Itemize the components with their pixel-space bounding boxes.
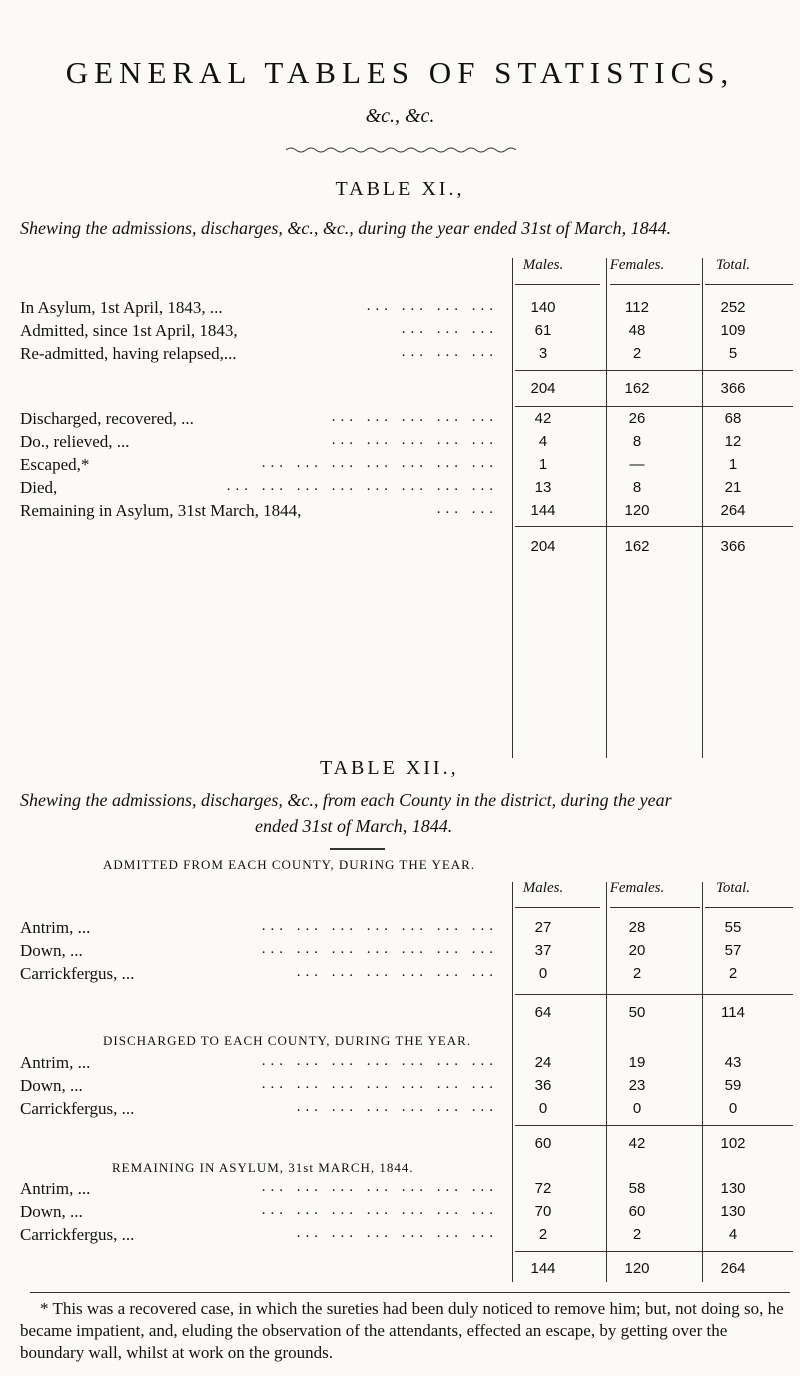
table-cell: 36 (534, 1077, 552, 1094)
total-cell: 120 (624, 1260, 650, 1277)
leader-dots: ... ... ... ... ... ... ... (261, 1053, 498, 1069)
column-header: Females. (609, 257, 665, 273)
section-label-remaining: REMAINING IN ASYLUM, 31st MARCH, 1844. (112, 1160, 414, 1175)
row-label: Died, (20, 478, 58, 497)
leader-dots: ... ... ... ... ... (331, 432, 498, 448)
table-cell: 112 (625, 299, 649, 316)
leader-dots: ... ... ... (401, 321, 498, 337)
column-header: Total. (715, 257, 751, 273)
total-rule (515, 994, 793, 995)
leader-dots: ... ... ... (401, 344, 498, 360)
table-cell: 27 (534, 919, 552, 936)
table-cell: 1 (728, 456, 738, 473)
row-label: Antrim, ... (20, 918, 91, 937)
row-label: Discharged, recovered, ... (20, 409, 194, 428)
table-cell: — (629, 456, 645, 473)
table11-heading: TABLE XI., (335, 178, 465, 200)
table-cell: 2 (538, 1226, 548, 1243)
row-label: Carrickfergus, ... (20, 964, 135, 983)
table-cell: 55 (724, 919, 742, 936)
total-cell: 114 (721, 1004, 745, 1021)
table-cell: 252 (720, 299, 746, 316)
leader-dots: ... ... ... ... ... ... ... (261, 1179, 498, 1195)
table-cell: 58 (628, 1180, 646, 1197)
table-cell: 144 (530, 502, 556, 519)
decorative-wave-rule (286, 146, 516, 154)
column-header: Males. (522, 257, 564, 273)
table-cell: 23 (628, 1077, 646, 1094)
row-label: Antrim, ... (20, 1053, 91, 1072)
table-cell: 57 (724, 942, 742, 959)
total-rule (515, 1251, 793, 1252)
table-cell: 59 (724, 1077, 742, 1094)
table-cell: 68 (724, 410, 742, 427)
row-label: Antrim, ... (20, 1179, 91, 1198)
table-cell: 12 (724, 433, 742, 450)
leader-dots: ... ... ... ... ... ... ... (261, 455, 498, 471)
header-rule (515, 907, 600, 908)
page-title: GENERAL TABLES OF STATISTICS, (65, 55, 735, 90)
table-cell: 2 (632, 1226, 642, 1243)
table-cell: 8 (632, 479, 642, 496)
total-cell: 144 (530, 1260, 556, 1277)
table-cell: 0 (632, 1100, 642, 1117)
total-rule (515, 370, 793, 371)
leader-dots: ... ... ... ... ... ... ... (261, 1076, 498, 1092)
table-cell: 28 (628, 919, 646, 936)
table-cell: 19 (628, 1054, 646, 1071)
table-cell: 61 (534, 322, 552, 339)
section-label-admitted: ADMITTED FROM EACH COUNTY, DURING THE YEAR. (103, 857, 476, 872)
header-rule (705, 284, 793, 285)
total-cell: 366 (720, 380, 746, 397)
total-cell: 50 (628, 1004, 646, 1021)
table12-caption-line2: ended 31st of March, 1844. (255, 816, 453, 836)
total-cell: 60 (534, 1135, 552, 1152)
table-cell: 3 (538, 345, 548, 362)
column-header: Females. (609, 880, 665, 896)
row-label: Admitted, since 1st April, 1843, (20, 321, 238, 340)
table-cell: 0 (538, 965, 548, 982)
table-cell: 130 (720, 1180, 746, 1197)
row-label: Carrickfergus, ... (20, 1225, 135, 1244)
row-label: Down, ... (20, 1076, 83, 1095)
total-rule (515, 526, 793, 527)
leader-dots: ... ... ... ... ... ... ... ... (226, 478, 498, 494)
short-divider (330, 848, 385, 850)
leader-dots: ... ... (436, 501, 498, 517)
column-header: Total. (715, 880, 751, 896)
total-cell: 102 (720, 1135, 746, 1152)
total-cell: 264 (720, 1260, 746, 1277)
table-cell: 2 (632, 345, 642, 362)
header-rule (610, 284, 700, 285)
footnote-rule (30, 1292, 790, 1293)
table-cell: 109 (720, 322, 746, 339)
table-cell: 24 (534, 1054, 552, 1071)
table-cell: 2 (728, 965, 738, 982)
table-cell: 43 (724, 1054, 742, 1071)
total-cell: 162 (624, 380, 650, 397)
total-cell: 204 (530, 538, 556, 555)
row-label: Down, ... (20, 941, 83, 960)
table-cell: 8 (632, 433, 642, 450)
header-rule (610, 907, 700, 908)
row-label: In Asylum, 1st April, 1843, ... (20, 298, 223, 317)
table-cell: 264 (720, 502, 746, 519)
table-cell: 20 (628, 942, 646, 959)
total-rule (515, 406, 793, 407)
table-cell: 4 (538, 433, 548, 450)
leader-dots: ... ... ... ... ... ... ... (261, 941, 498, 957)
total-cell: 366 (720, 538, 746, 555)
row-label: Remaining in Asylum, 31st March, 1844, (20, 501, 302, 520)
table-cell: 0 (538, 1100, 548, 1117)
table12-heading: TABLE XII., (320, 757, 459, 779)
total-cell: 162 (624, 538, 650, 555)
table-cell: 2 (632, 965, 642, 982)
table-cell: 4 (728, 1226, 738, 1243)
table-cell: 130 (720, 1203, 746, 1220)
table-cell: 42 (534, 410, 552, 427)
total-rule (515, 1125, 793, 1126)
column-header: Males. (522, 880, 564, 896)
leader-dots: ... ... ... ... ... ... (296, 1099, 498, 1115)
leader-dots: ... ... ... ... ... ... (296, 1225, 498, 1241)
table-cell: 26 (628, 410, 646, 427)
table-cell: 21 (724, 479, 742, 496)
row-label: Escaped,* (20, 455, 90, 474)
table-cell: 60 (628, 1203, 646, 1220)
leader-dots: ... ... ... ... ... ... ... (261, 1202, 498, 1218)
section-label-discharged: DISCHARGED TO EACH COUNTY, DURING THE YEAR. (103, 1033, 472, 1048)
total-cell: 42 (628, 1135, 646, 1152)
row-label: Down, ... (20, 1202, 83, 1221)
table-cell: 5 (728, 345, 738, 362)
table-cell: 70 (534, 1203, 552, 1220)
table-cell: 48 (628, 322, 646, 339)
table-cell: 13 (534, 479, 552, 496)
table-cell: 120 (624, 502, 650, 519)
leader-dots: ... ... ... ... ... (331, 409, 498, 425)
table-cell: 140 (530, 299, 556, 316)
header-rule (705, 907, 793, 908)
leader-dots: ... ... ... ... ... ... (296, 964, 498, 980)
header-rule (515, 284, 600, 285)
table11-caption: Shewing the admissions, discharges, &c., &c., during the year ended 31st of March, 1844. (20, 218, 672, 238)
leader-dots: ... ... ... ... ... ... ... (261, 918, 498, 934)
total-cell: 64 (534, 1004, 552, 1021)
table-cell: 1 (538, 456, 548, 473)
row-label: Do., relieved, ... (20, 432, 130, 451)
row-label: Re-admitted, having relapsed,... (20, 344, 237, 363)
page-subtitle: &c., &c. (365, 105, 435, 127)
table-cell: 72 (534, 1180, 552, 1197)
table-cell: 37 (534, 942, 552, 959)
footnote: * This was a recovered case, in which the sureties had been duly noticed to remove him; but, not doing so, he became impatient, and, eluding the observation of the attendants, effected an escape, by getting over the boundary wall, whilst at work on the grounds. (20, 1299, 784, 1362)
table12-caption-line1: Shewing the admissions, discharges, &c., from each County in the district, during the year (20, 790, 672, 810)
row-label: Carrickfergus, ... (20, 1099, 135, 1118)
table-cell: 0 (728, 1100, 738, 1117)
total-cell: 204 (530, 380, 556, 397)
leader-dots: ... ... ... ... (366, 298, 498, 314)
